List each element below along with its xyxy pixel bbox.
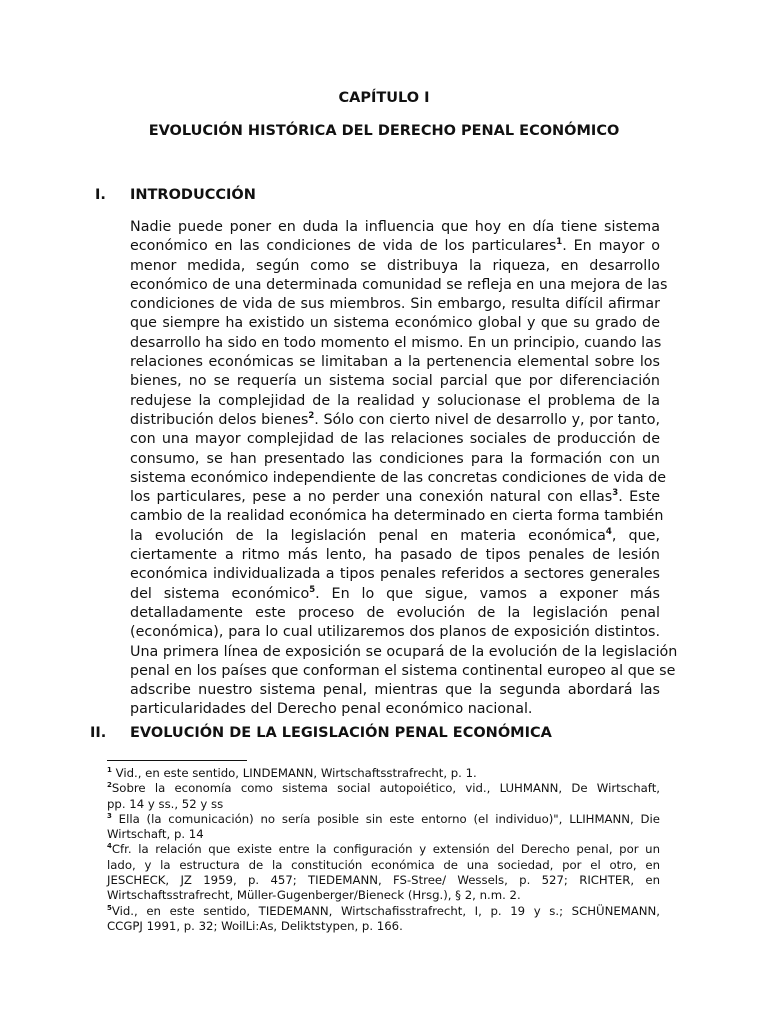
- body-line: del sistema económico$^5$. En lo que sigue, vamos a exponer más: [130, 584, 660, 602]
- body-line: redujese la complejidad de la realidad y solucionase el problema de la: [130, 392, 660, 409]
- footnote-2-cont: pp. 14 y ss., 52 y ss: [107, 796, 224, 811]
- footnote-4-cont: Wirtschaftsstrafrecht, Müller-Gugenberger/Bieneck (Hrsg.), § 2, n.m. 2.: [107, 888, 521, 903]
- footnote-5-cont: CCGPJ 1991, p. 32; WoilLi:As, Deliktstypen, p. 166.: [107, 918, 403, 933]
- footnote-ref: 3: [612, 488, 619, 499]
- section-number: I.: [95, 187, 106, 203]
- footnote-5: $^5$Vid., en este sentido, TIEDEMANN, Wirtschafisstrafrecht, I, p. 19 y s.; SCHÜNEMANN,: [107, 903, 660, 918]
- body-line: que siempre ha existido un sistema económico global y que su grado de: [130, 315, 660, 332]
- body-line: detalladamente este proceso de evolución de la legislación penal: [130, 604, 660, 621]
- chapter-title: EVOLUCIÓN HISTÓRICA DEL DERECHO PENAL ECONÓMICO: [148, 123, 620, 139]
- chapter-heading: CAPÍTULO I: [338, 90, 430, 106]
- footnote-ref: 4: [605, 526, 612, 537]
- body-line: la evolución de la legislación penal en materia económica$^4$, que,: [130, 526, 660, 544]
- body-line: distribución delos bienes$^2$. Sólo con cierto nivel de desarrollo y, por tanto,: [130, 411, 660, 428]
- footnote-3-cont: Wirtschaft, p. 14: [107, 827, 204, 842]
- footnote-separator: [107, 760, 247, 761]
- footnote-2: $^2$Sobre la economía como sistema social autopoiético, vid., LUHMANN, De Wirtschaft,: [107, 781, 660, 796]
- body-line: cambio de la realidad económica ha determinado en cierta forma también: [130, 508, 664, 525]
- body-line: económico en las condiciones de vida de los particulares$^1$. En mayor o: [130, 237, 661, 255]
- footnote-4-cont: lado, y la estructura de la constitución económica de una sociedad, por el otro, en: [107, 857, 660, 872]
- footnote-1: $^1$ Vid., en este sentido, LINDEMANN, Wirtschaftsstrafrecht, p. 1.: [107, 766, 477, 780]
- body-line: relaciones económicas se limitaban a la pertenencia elemental sobre los: [130, 354, 660, 371]
- body-line: económica individualizada a tipos penales referidos a sectores generales: [130, 566, 660, 583]
- body-line: con una mayor complejidad de las relaciones sociales de producción de: [130, 431, 660, 448]
- footnote-3: $^3$ Ella (la comunicación) no sería posible sin este entorno (el individuo)", LLIHMANN, Die: [107, 811, 660, 826]
- body-paragraph: [130, 218, 678, 720]
- body-line: Nadie puede poner en duda la influencia que hoy en día tiene sistema: [130, 219, 660, 235]
- footnote-4-cont: JESCHECK, JZ 1959, p. 457; TIEDEMANN, FS-Stree/ Wessels, p. 527; RICHTER, en: [107, 873, 660, 888]
- body-line: desarrollo ha sido en todo momento el mismo. En un principio, cuando las: [130, 334, 662, 351]
- body-line: menor medida, según como se distribuya la riqueza, en desarrollo: [130, 257, 660, 274]
- body-line: penal en los países que conforman el sistema continental europeo al que se: [130, 662, 676, 679]
- footnote-ref: 1: [556, 237, 563, 248]
- body-line: (económica), para lo cual utilizaremos dos planos de exposición distintos.: [130, 624, 660, 641]
- footnotes: [107, 766, 660, 934]
- body-line: bienes, no se requería un sistema social parcial que por diferenciación: [130, 373, 660, 390]
- body-line: sistema económico independiente de las concretas condiciones de vida de: [130, 469, 667, 486]
- body-line: los particulares, pese a no perder una conexión natural con ellas$^3$. Este: [130, 488, 660, 506]
- body-line: consumo, se han presentado las condiciones para la formación con un: [130, 450, 660, 467]
- footnote-ref: 2: [308, 411, 315, 422]
- body-line: económico de una determinada comunidad se refleja en una mejora de las: [130, 276, 668, 293]
- footnote-ref: 5: [309, 584, 316, 595]
- body-line: ciertamente a ritmo más lento, ha pasado de tipos penales de lesión: [130, 547, 660, 564]
- body-line: adscribe nuestro sistema penal, mientras que la segunda abordará las: [130, 682, 660, 699]
- section-title: EVOLUCIÓN DE LA LEGISLACIÓN PENAL ECONÓMICA: [130, 725, 552, 741]
- footnote-4: $^4$Cfr. la relación que existe entre la configuración y extensión del Derecho penal, por un: [107, 842, 660, 857]
- section-number: II.: [90, 725, 107, 741]
- body-line: Una primera línea de exposición se ocupará de la evolución de la legislación: [130, 643, 678, 660]
- section-title: INTRODUCCIÓN: [130, 187, 256, 203]
- body-line: condiciones de vida de sus miembros. Sin embargo, resulta difícil afirmar: [130, 296, 660, 313]
- body-line: particularidades del Derecho penal económico nacional.: [130, 701, 533, 718]
